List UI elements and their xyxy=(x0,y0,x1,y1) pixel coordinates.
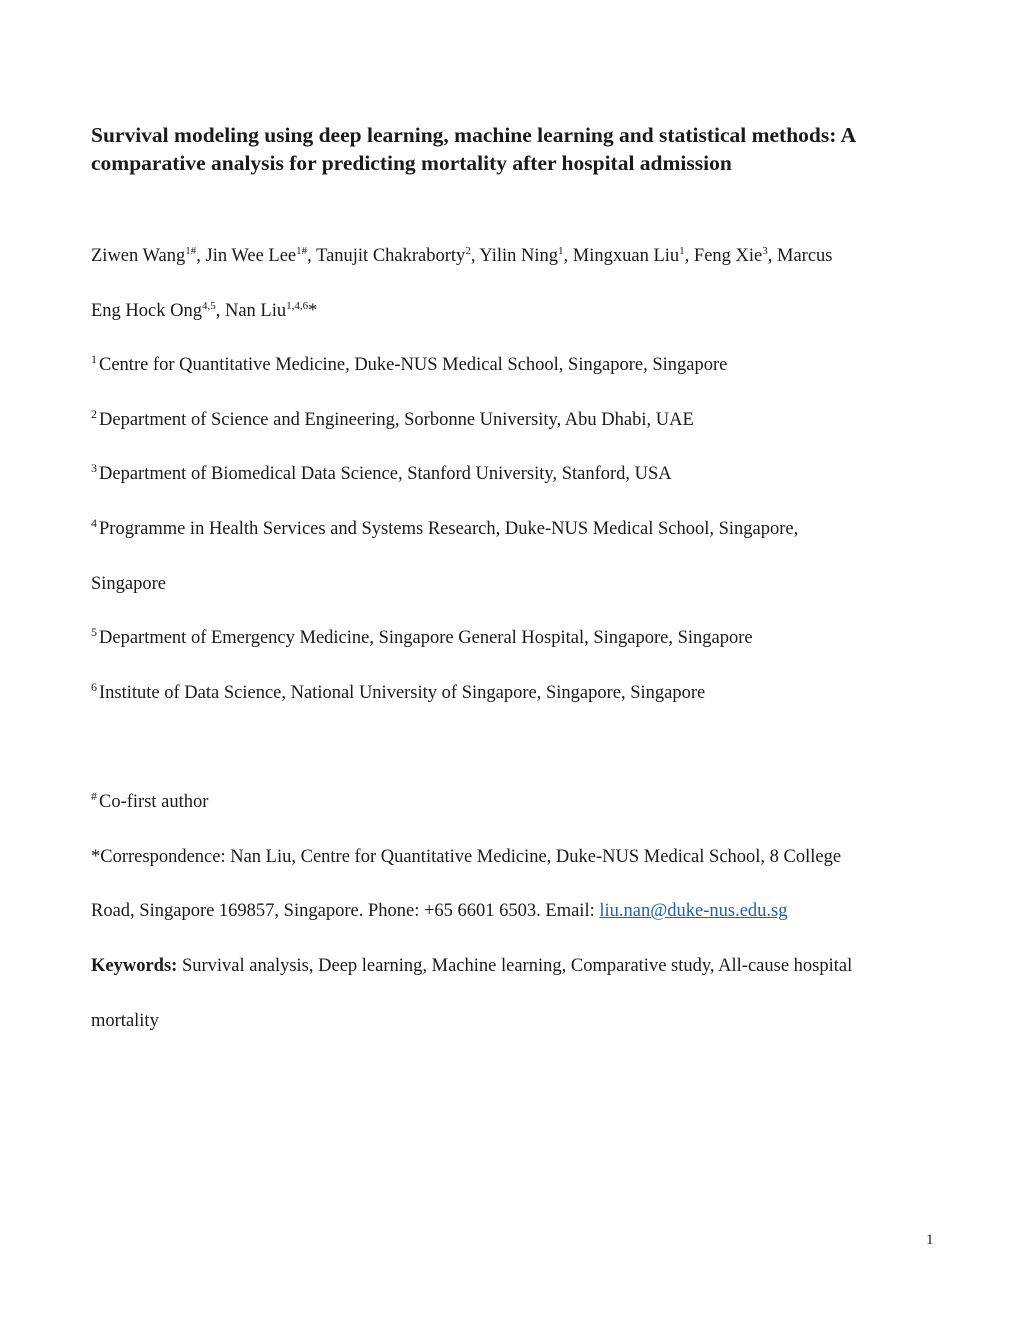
keywords-text: Survival analysis, Deep learning, Machine learning, Comparative study, All-cause hospital xyxy=(177,956,853,976)
author-marks: 1# xyxy=(185,244,197,257)
author-sep: , xyxy=(684,246,694,266)
author-marks: 3 xyxy=(762,244,768,257)
affiliation-text: Centre for Quantitative Medicine, Duke-NUS Medical School, Singapore, Singapore xyxy=(99,355,728,375)
author-sep: , xyxy=(563,246,573,266)
author-name: Eng Hock Ong xyxy=(91,301,202,321)
affiliation-5 xyxy=(91,624,753,649)
affiliation-1 xyxy=(91,351,728,376)
author-marks: 1,4,6 xyxy=(286,299,309,312)
author-marks: 1 xyxy=(558,244,564,257)
author-sep: , xyxy=(470,246,480,266)
affiliation-text: Department of Science and Engineering, Sorbonne University, Abu Dhabi, UAE xyxy=(99,410,694,430)
author-sep: , xyxy=(196,246,206,266)
affiliation-text: Department of Biomedical Data Science, Stanford University, Stanford, USA xyxy=(99,464,672,484)
author-marks: 1 xyxy=(679,244,685,257)
affiliation-number: 3 xyxy=(91,460,97,475)
affiliation-text: Programme in Health Services and Systems Research, Duke-NUS Medical School, Singapore, xyxy=(99,519,799,539)
author-sep: * xyxy=(308,301,318,321)
correspondence-line-1: *Correspondence: Nan Liu, Centre for Quantitative Medicine, Duke-NUS Medical School, 8 College xyxy=(91,847,842,867)
affiliation-6 xyxy=(91,679,706,704)
cofirst-mark: # xyxy=(91,788,97,803)
affiliation-number: 5 xyxy=(91,624,97,639)
author-name: Yilin Ning xyxy=(479,246,559,266)
page-number: 1 xyxy=(926,1232,934,1248)
affiliation-text: Institute of Data Science, National University of Singapore, Singapore, Singapore xyxy=(99,683,706,703)
paper-title: Survival modeling using deep learning, machine learning and statistical methods: A comparative analysis for predicting mortality after hospital admission xyxy=(91,123,855,175)
author-name: Feng Xie xyxy=(693,246,763,266)
author-name: Ziwen Wang xyxy=(91,246,186,266)
keywords-line-2: mortality xyxy=(91,1011,159,1031)
cofirst-text: Co-first author xyxy=(99,792,209,812)
affiliation-2 xyxy=(91,406,694,431)
author-name: Jin Wee Lee xyxy=(205,246,297,266)
affiliation-number: 2 xyxy=(91,406,97,421)
affiliation-3 xyxy=(91,460,672,485)
affiliation-number: 1 xyxy=(91,351,97,366)
correspondence-line-2 xyxy=(91,901,787,922)
author-marks: 2 xyxy=(465,244,471,257)
author-marks: 1# xyxy=(296,244,308,257)
keywords-label: Keywords: xyxy=(91,956,178,976)
author-sep: , xyxy=(307,246,317,266)
author-sep: , xyxy=(767,246,777,266)
email-link[interactable]: liu.nan@duke-nus.edu.sg xyxy=(599,901,788,921)
correspondence-text: Road, Singapore 169857, Singapore. Phone: +65 6601 6503. Email: xyxy=(91,901,600,921)
affiliation-number: 6 xyxy=(91,679,97,694)
author-line-2 xyxy=(91,301,317,322)
author-marks: 4,5 xyxy=(201,299,216,312)
cofirst-note xyxy=(91,788,209,813)
affiliation-4-continued: Singapore xyxy=(91,574,167,594)
author-name: Nan Liu xyxy=(224,301,287,321)
author-name: Tanujit Chakraborty xyxy=(316,246,466,266)
keywords-line-1 xyxy=(91,956,852,977)
author-name: Mingxuan Liu xyxy=(572,246,680,266)
author-name: Marcus xyxy=(777,246,833,266)
author-sep: , xyxy=(215,301,225,321)
author-line-1 xyxy=(91,246,832,267)
affiliation-text: Department of Emergency Medicine, Singapore General Hospital, Singapore, Singapore xyxy=(99,628,753,648)
affiliation-number: 4 xyxy=(91,515,97,530)
affiliation-4 xyxy=(91,515,799,540)
